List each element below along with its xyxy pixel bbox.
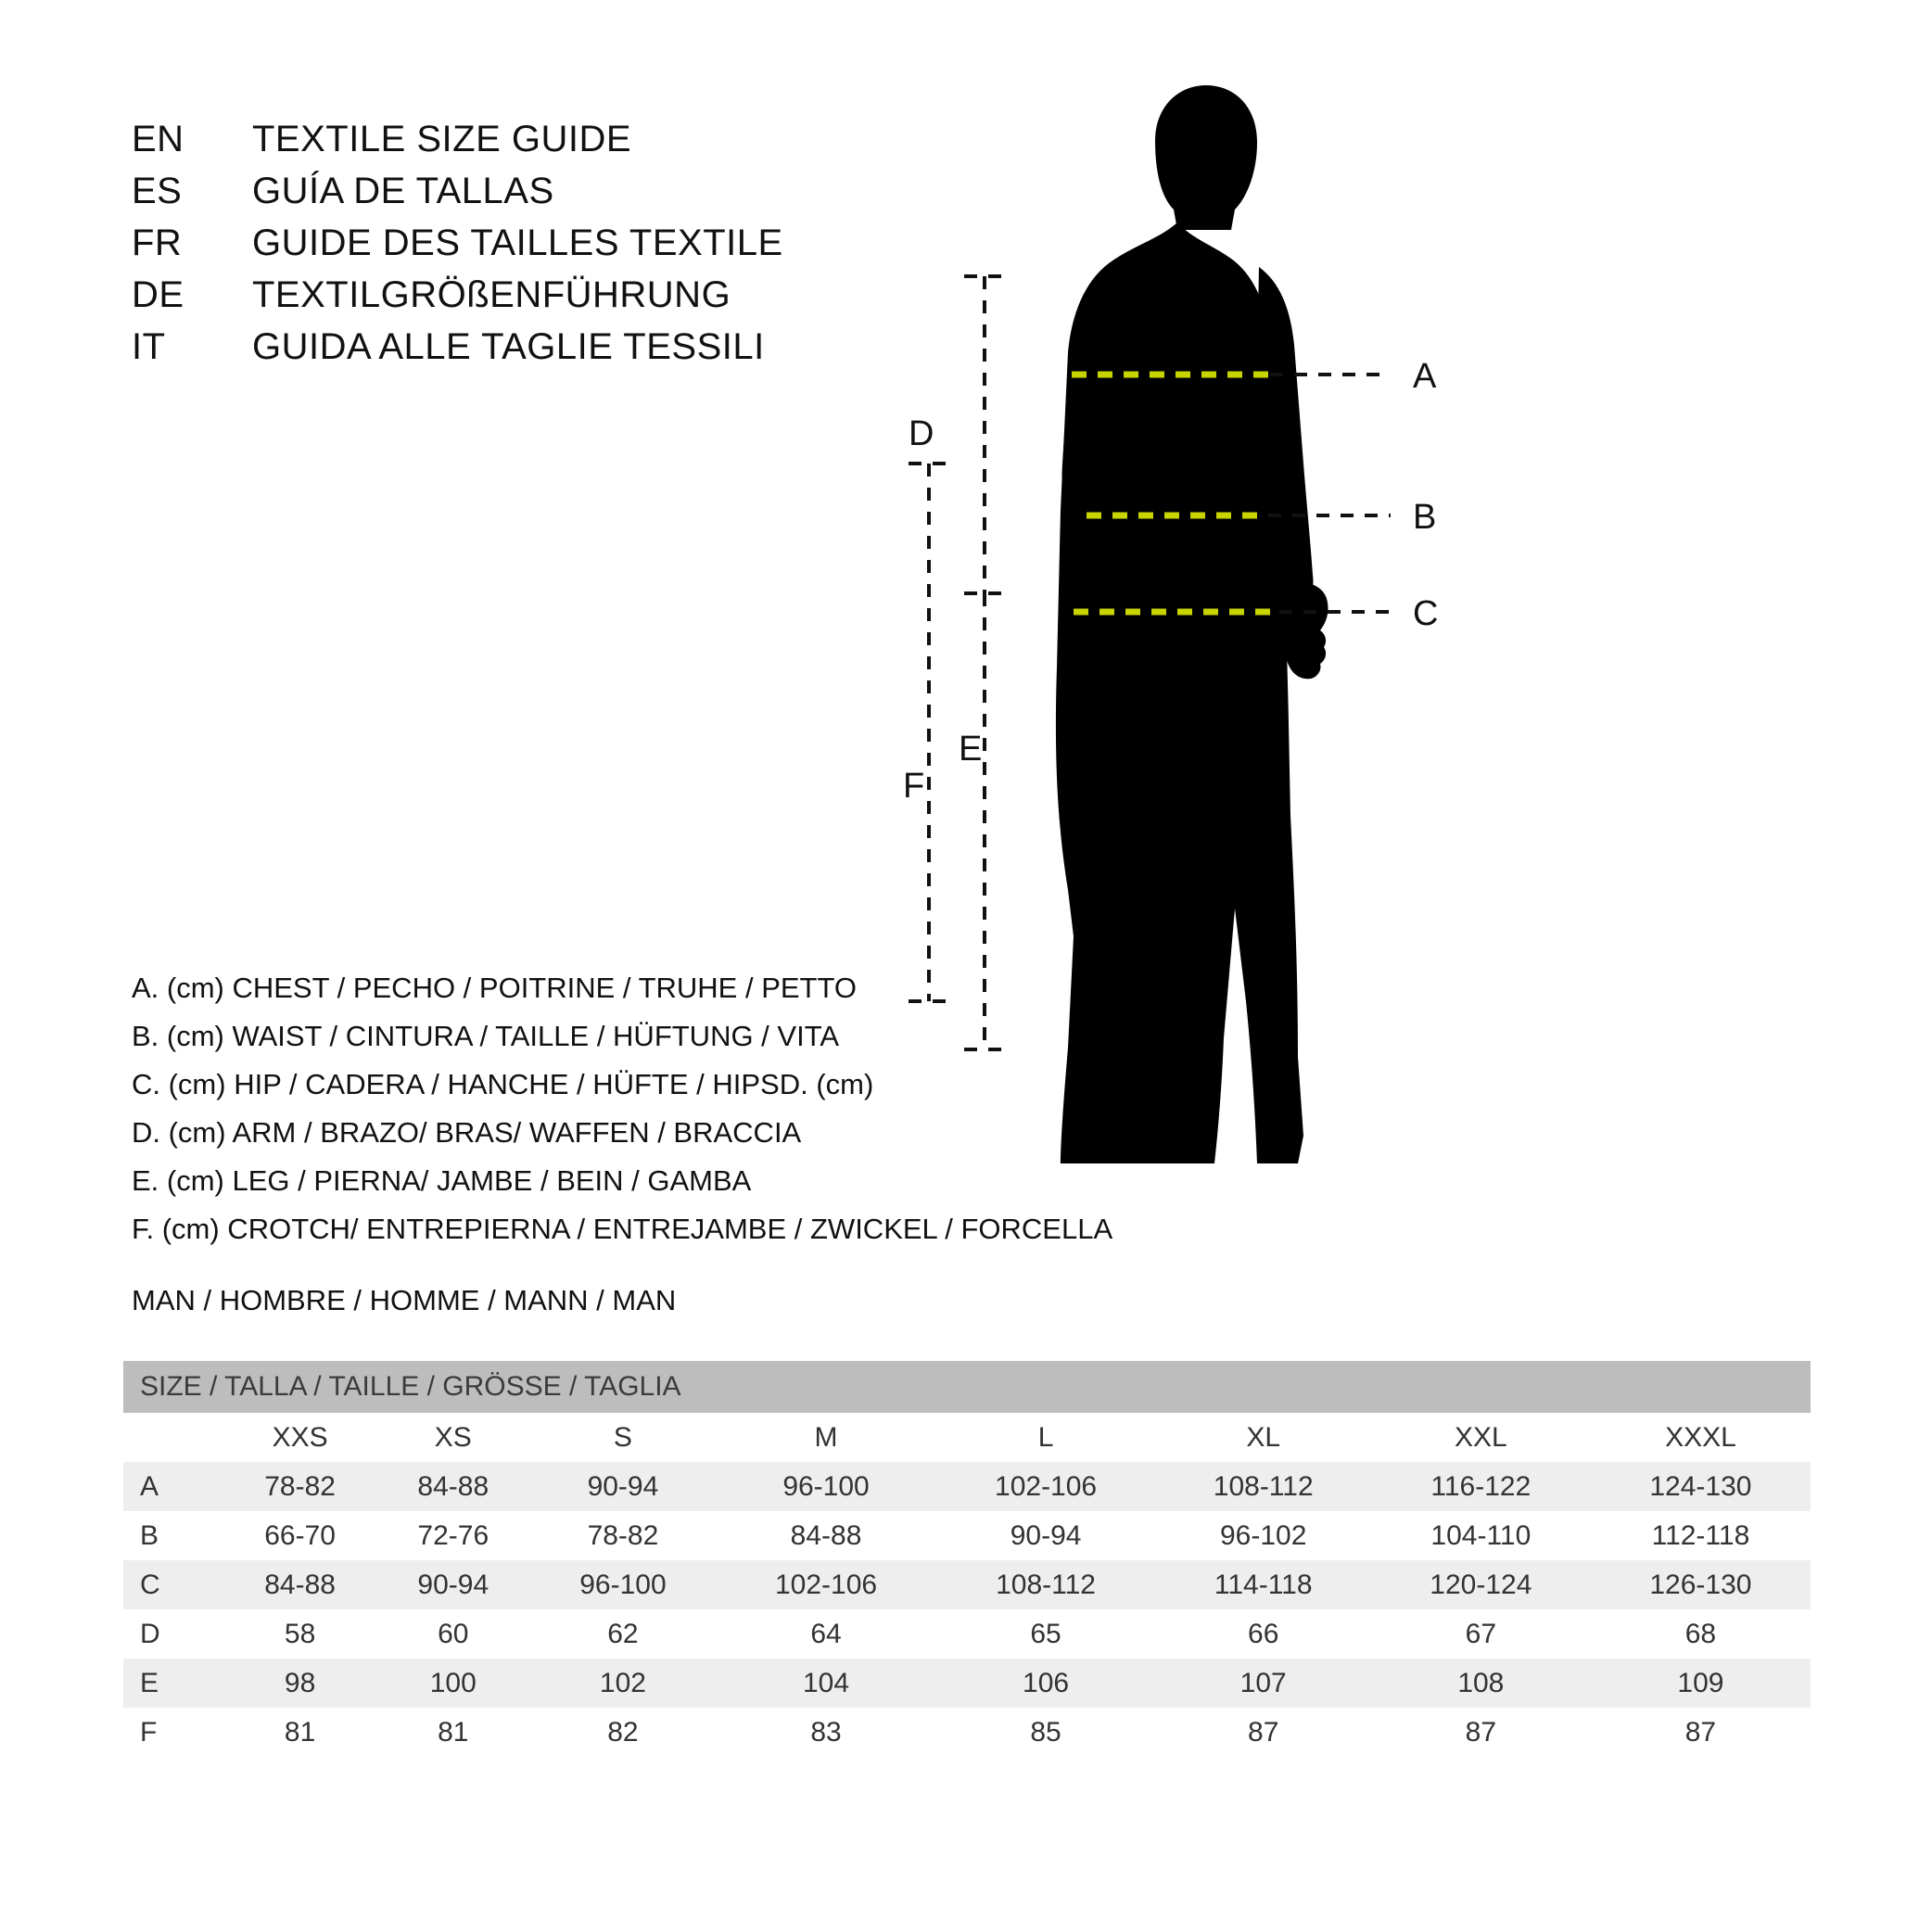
legend-item-b: B. (cm) WAIST / CINTURA / TAILLE / HÜFTUNG / VITA [132, 1020, 840, 1052]
table-band-header-label: SIZE / TALLA / TAILLE / GRÖSSE / TAGLIA [123, 1361, 1811, 1413]
marker-label-d: D [909, 414, 934, 453]
bracket-e [909, 464, 949, 1001]
table-cell: 104 [717, 1659, 936, 1708]
table-cell: 84-88 [376, 1462, 529, 1511]
table-row-key: F [123, 1708, 223, 1757]
table-cell: 112-118 [1591, 1511, 1811, 1560]
legend-item-d: D. (cm) ARM / BRAZO/ BRAS/ WAFFEN / BRACCIA [132, 1116, 802, 1149]
table-row [123, 1511, 1811, 1560]
title-text-es: GUÍA DE TALLAS [252, 171, 554, 211]
table-cell: 81 [376, 1708, 529, 1757]
table-cell: 98 [223, 1659, 376, 1708]
table-band-header [123, 1361, 1811, 1413]
table-cell: 78-82 [223, 1462, 376, 1511]
table-column-header: XS [376, 1413, 529, 1462]
marker-label-b: B [1413, 498, 1437, 537]
table-cell: 87 [1156, 1708, 1371, 1757]
table-column-header: S [529, 1413, 716, 1462]
table-row [123, 1659, 1811, 1708]
size-table [123, 1361, 1811, 1757]
table-cell: 96-100 [717, 1462, 936, 1511]
table-cell: 64 [717, 1609, 936, 1659]
marker-label-e: E [959, 730, 983, 769]
table-cell: 60 [376, 1609, 529, 1659]
table-cell: 66-70 [223, 1511, 376, 1560]
marker-label-f: F [903, 767, 925, 806]
table-cell: 65 [936, 1609, 1156, 1659]
table-cell: 72-76 [376, 1511, 529, 1560]
gender-label: MAN / HOMBRE / HOMME / MANN / MAN [132, 1284, 677, 1316]
table-cell: 126-130 [1591, 1560, 1811, 1609]
table-cell: 85 [936, 1708, 1156, 1757]
table-cell: 104-110 [1371, 1511, 1591, 1560]
table-row-key: D [123, 1609, 223, 1659]
table-column-header: L [936, 1413, 1156, 1462]
title-text-de: TEXTILGRÖßENFÜHRUNG [252, 274, 731, 315]
table-row-key: B [123, 1511, 223, 1560]
legend-item-c: C. (cm) HIP / CADERA / HANCHE / HÜFTE / HIPSD. (cm) [132, 1068, 874, 1100]
table-row-key: C [123, 1560, 223, 1609]
table-cell: 116-122 [1371, 1462, 1591, 1511]
table-cell: 108 [1371, 1659, 1591, 1708]
title-row [132, 119, 783, 171]
table-cell: 81 [223, 1708, 376, 1757]
table-column-header: XXL [1371, 1413, 1591, 1462]
table-column-header: XL [1156, 1413, 1371, 1462]
table-cell: 84-88 [717, 1511, 936, 1560]
table-cell: 90-94 [936, 1511, 1156, 1560]
table-row [123, 1708, 1811, 1757]
title-text-it: GUIDA ALLE TAGLIE TESSILI [252, 326, 765, 367]
table-cell: 67 [1371, 1609, 1591, 1659]
table-column-header: M [717, 1413, 936, 1462]
table-cell: 87 [1591, 1708, 1811, 1757]
marker-label-c: C [1413, 594, 1439, 633]
title-row [132, 274, 783, 326]
table-cell: 84-88 [223, 1560, 376, 1609]
legend-item-a: A. (cm) CHEST / PECHO / POITRINE / TRUHE / PETTO [132, 972, 857, 1004]
table-column-header: XXXL [1591, 1413, 1811, 1462]
table-cell: 106 [936, 1659, 1156, 1708]
table-cell: 96-102 [1156, 1511, 1371, 1560]
table-corner-cell [123, 1413, 223, 1462]
title-row [132, 171, 783, 222]
table-cell: 114-118 [1156, 1560, 1371, 1609]
table-cell: 87 [1371, 1708, 1591, 1757]
table-cell: 82 [529, 1708, 716, 1757]
table-cell: 107 [1156, 1659, 1371, 1708]
table-row [123, 1462, 1811, 1511]
legend-item-e: E. (cm) LEG / PIERNA/ JAMBE / BEIN / GAMBA [132, 1164, 752, 1197]
table-cell: 68 [1591, 1609, 1811, 1659]
table-row [123, 1609, 1811, 1659]
table-row [123, 1560, 1811, 1609]
table-cell: 96-100 [529, 1560, 716, 1609]
table-row-key: A [123, 1462, 223, 1511]
measurement-diagram [903, 74, 1891, 1224]
title-row [132, 326, 783, 378]
bracket-d [964, 276, 1005, 593]
title-lang-it: IT [132, 326, 166, 367]
table-cell: 120-124 [1371, 1560, 1591, 1609]
table-cell: 58 [223, 1609, 376, 1659]
table-cell: 90-94 [529, 1462, 716, 1511]
table-cell: 124-130 [1591, 1462, 1811, 1511]
table-cell: 62 [529, 1609, 716, 1659]
table-cell: 108-112 [936, 1560, 1156, 1609]
title-text-en: TEXTILE SIZE GUIDE [252, 119, 632, 159]
table-cell: 83 [717, 1708, 936, 1757]
table-cell: 102-106 [936, 1462, 1156, 1511]
title-lang-fr: FR [132, 222, 183, 263]
table-cell: 100 [376, 1659, 529, 1708]
table-cell: 90-94 [376, 1560, 529, 1609]
table-cell: 66 [1156, 1609, 1371, 1659]
title-lang-en: EN [132, 119, 184, 159]
title-text-fr: GUIDE DES TAILLES TEXTILE [252, 222, 783, 263]
table-size-header-row [123, 1413, 1811, 1462]
title-lang-de: DE [132, 274, 184, 315]
table-cell: 102 [529, 1659, 716, 1708]
table-cell: 108-112 [1156, 1462, 1371, 1511]
table-cell: 102-106 [717, 1560, 936, 1609]
table-column-header: XXS [223, 1413, 376, 1462]
legend-item-f: F. (cm) CROTCH/ ENTREPIERNA / ENTREJAMBE / ZWICKEL / FORCELLA [132, 1213, 1113, 1245]
title-lang-es: ES [132, 171, 183, 211]
title-row [132, 222, 783, 274]
legend-block [132, 964, 1112, 1253]
marker-label-a: A [1413, 357, 1437, 396]
title-block [132, 119, 783, 378]
table-cell: 78-82 [529, 1511, 716, 1560]
table-row-key: E [123, 1659, 223, 1708]
table-cell: 109 [1591, 1659, 1811, 1708]
